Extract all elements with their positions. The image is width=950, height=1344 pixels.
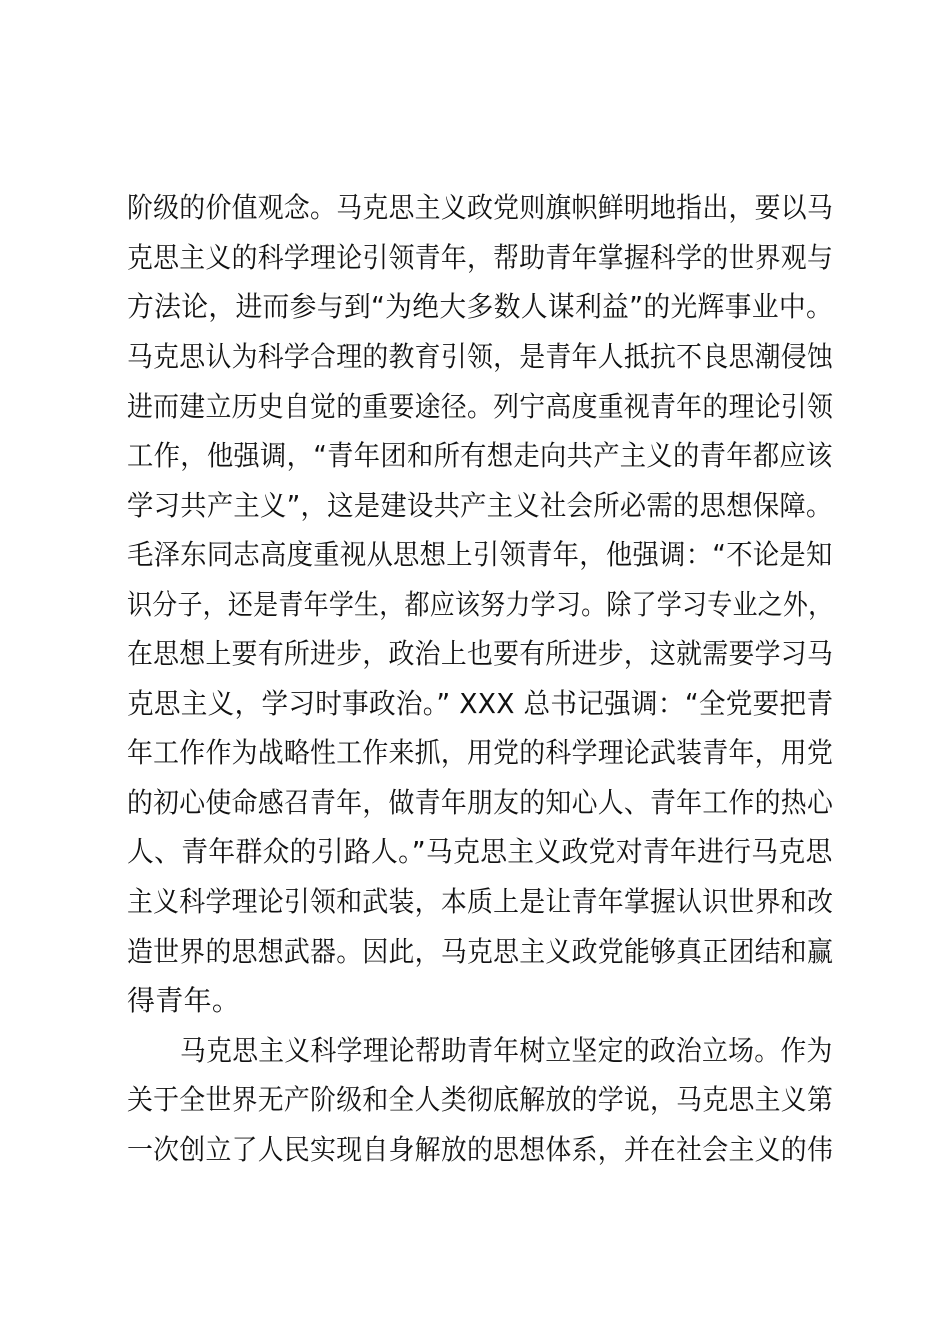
- text-line: 关于全世界无产阶级和全人类彻底解放的学说，马克思主义第: [127, 1083, 834, 1116]
- text-line: 克思主义，学习时事政治。” XXX 总书记强调：“全党要把青: [127, 687, 834, 720]
- text-line: 阶级的价值观念。马克思主义政党则旗帜鲜明地指出，要以马: [127, 191, 834, 224]
- text-line: 在思想上要有所进步，政治上也要有所进步，这就需要学习马: [127, 637, 834, 670]
- text-line: 工作，他强调，“青年团和所有想走向共产主义的青年都应该: [127, 439, 833, 472]
- text-line: 方法论，进而参与到“为绝大多数人谋利益”的光辉事业中。: [127, 290, 834, 323]
- text-line: 人、青年群众的引路人。”马克思主义政党对青年进行马克思: [127, 835, 833, 868]
- text-line: 进而建立历史自觉的重要途径。列宁高度重视青年的理论引领: [127, 390, 834, 423]
- text-line: 得青年。: [127, 984, 241, 1017]
- text-line: 年工作作为战略性工作来抓，用党的科学理论武装青年，用党: [127, 736, 834, 769]
- paragraph-first-line: 马克思主义科学理论帮助青年树立坚定的政治立场。作为: [180, 1034, 833, 1067]
- text-line: 主义科学理论引领和武装，本质上是让青年掌握认识世界和改: [127, 885, 834, 918]
- text-line: 造世界的思想武器。因此，马克思主义政党能够真正团结和赢: [127, 935, 834, 968]
- text-line: 马克思认为科学合理的教育引领，是青年人抵抗不良思潮侵蚀: [127, 340, 834, 373]
- text-line: 克思主义的科学理论引领青年，帮助青年掌握科学的世界观与: [127, 241, 834, 274]
- text-line: 学习共产主义”，这是建设共产主义社会所必需的思想保障。: [127, 489, 833, 522]
- text-line: 毛泽东同志高度重视从思想上引领青年，他强调：“不论是知: [127, 538, 833, 571]
- text-line: 一次创立了人民实现自身解放的思想体系，并在社会主义的伟: [127, 1133, 834, 1166]
- text-line: 的初心使命感召青年，做青年朋友的知心人、青年工作的热心: [127, 786, 834, 819]
- text-line: 识分子，还是青年学生，都应该努力学习。除了学习专业之外，: [127, 588, 834, 621]
